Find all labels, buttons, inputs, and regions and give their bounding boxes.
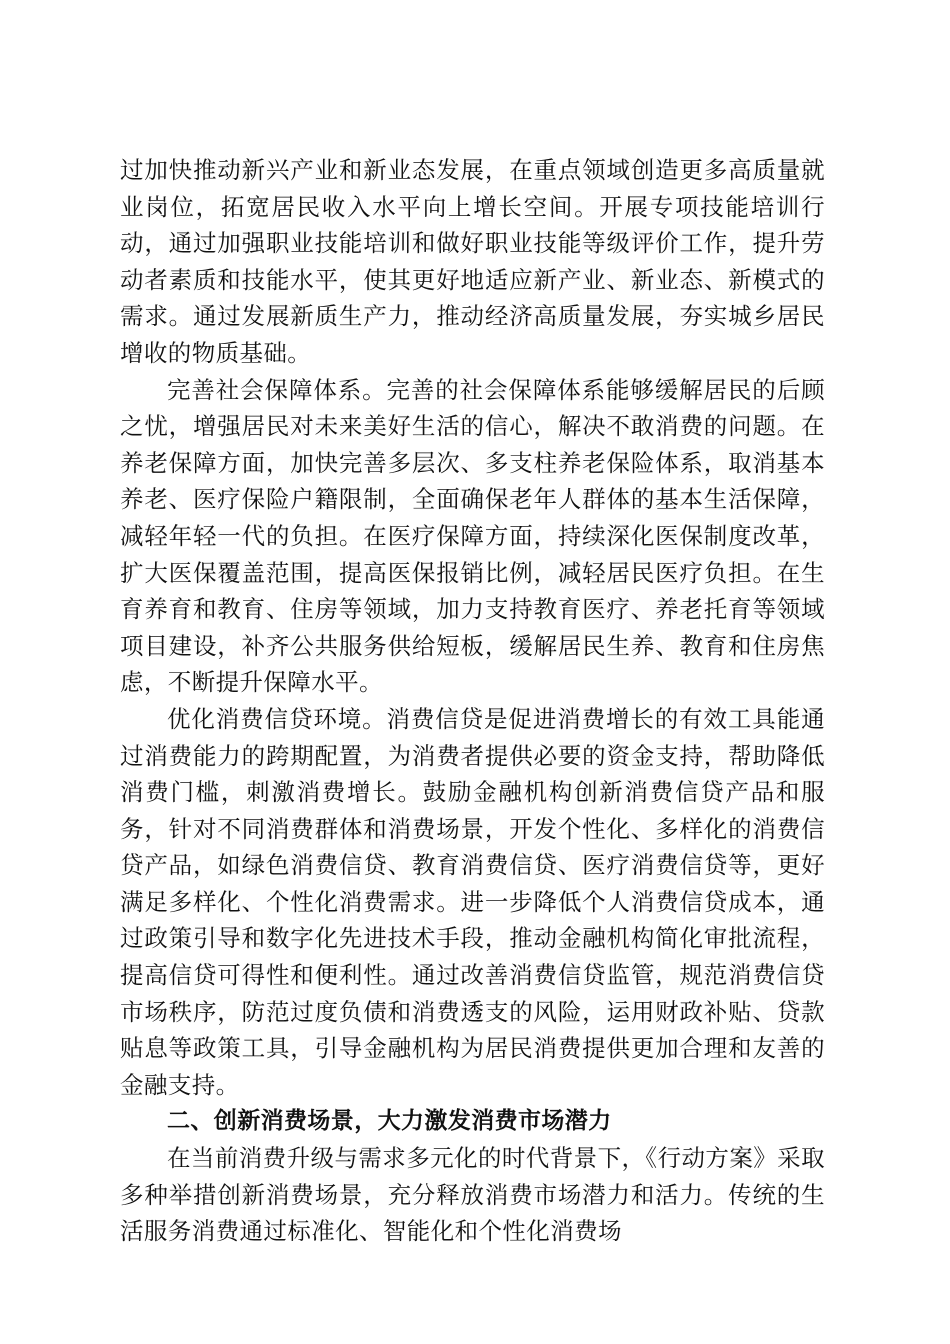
document-body <box>120 152 825 1250</box>
section-heading: 二、创新消费场景，大力激发消费市场潜力 <box>167 1108 612 1135</box>
paragraph-social-security: 完善社会保障体系。完善的社会保障体系能够缓解居民的后顾之忧，增强居民对未来美好生活的信心，解决不敢消费的问题。在养老保障方面，加快完善多层次、多支柱养老保险体系，取消基本养老、医疗保险户籍限制，全面确保老年人群体的基本生活保障，减轻年轻一代的负担。在医疗保障方面，持续深化医保制度改革，扩大医保覆盖范围，提高医保报销比例，减轻居民医疗负担。在生育养育和教育、住房等领域，加力支持教育医疗、养老托育等领域项目建设，补齐公共服务供给短板，缓解居民生养、教育和住房焦虑，不断提升保障水平。 <box>120 375 825 697</box>
paragraph-consumer-credit: 优化消费信贷环境。消费信贷是促进消费增长的有效工具能通过消费能力的跨期配置，为消费者提供必要的资金支持，帮助降低消费门槛，刺激消费增长。鼓励金融机构创新消费信贷产品和服务，针对不同消费群体和消费场景，开发个性化、多样化的消费信贷产品，如绿色消费信贷、教育消费信贷、医疗消费信贷等，更好满足多样化、个性化消费需求。进一步降低个人消费信贷成本，通过政策引导和数字化先进技术手段，推动金融机构简化审批流程，提高信贷可得性和便利性。通过改善消费信贷监管，规范消费信贷市场秩序，防范过度负债和消费透支的风险，运用财政补贴、贷款贴息等政策工具，引导金融机构为居民消费提供更加合理和友善的金融支持。 <box>120 704 825 1099</box>
paragraph-consumption-scenes: 在当前消费升级与需求多元化的时代背景下，《行动方案》采取多种举措创新消费场景，充分释放消费市场潜力和活力。传统的生活服务消费通过标准化、智能化和个性化消费场 <box>120 1144 825 1246</box>
paragraph-income: 过加快推动新兴产业和新业态发展，在重点领域创造更多高质量就业岗位，拓宽居民收入水平向上增长空间。开展专项技能培训行动，通过加强职业技能培训和做好职业技能等级评价工作，提升劳动者素质和技能水平，使其更好地适应新产业、新业态、新模式的需求。通过发展新质生产力，推动经济高质量发展，夯实城乡居民增收的物质基础。 <box>120 156 825 367</box>
